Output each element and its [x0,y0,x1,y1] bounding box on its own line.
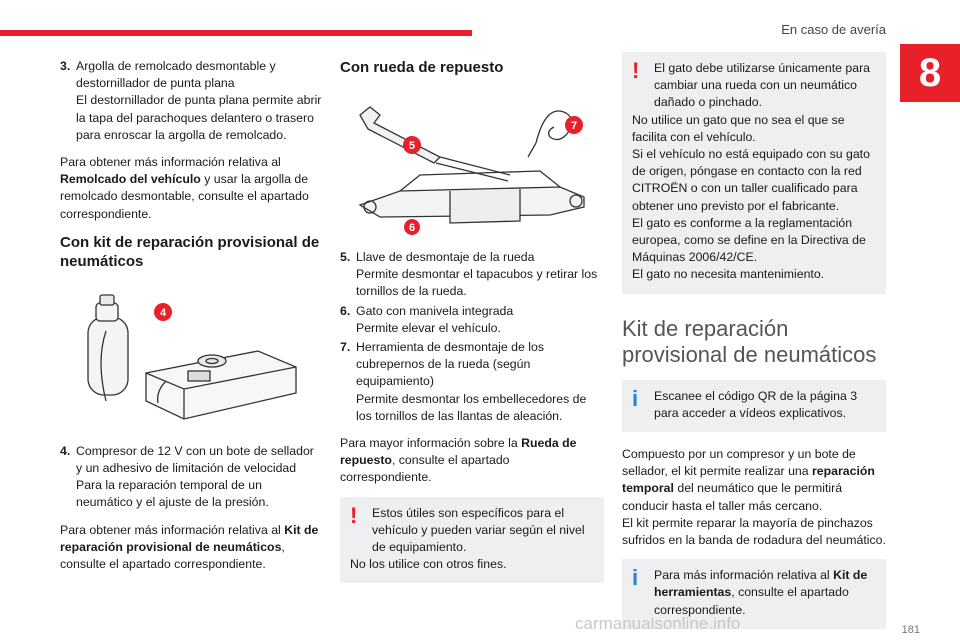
heading-repair-kit: Con kit de reparación provisional de neumáticos [60,233,320,270]
tools-drawing [340,87,604,235]
info-icon: i [632,385,639,411]
info-box-qr: i Escanee el código QR de la página 3 para acceder a vídeos explicativos. [622,380,886,432]
section-title: En caso de avería [781,22,886,37]
watermark: carmanualsonline.info [575,614,741,633]
paragraph: Compuesto por un compresor y un bote de sellador, el kit permite realizar una reparación temporal del neumático que le permitirá conducir hasta el taller más cercano. [622,447,875,513]
warning-box: ! Estos útiles son específicos para el vehículo y pueden variar según el nivel de equipamiento. No los utilice con otros fines. [340,497,604,584]
paragraph: El kit permite reparar la mayoría de pinchazos sufridos en la banda de rodadura del neumático. [622,515,886,548]
list-item: 4. Compresor de 12 V con un bote de sellador y un adhesivo de limitación de velocidad Para la reparación temporal de un neumático y el ajuste de la presión. [60,443,314,510]
list-item: 3. Argolla de remolcado desmontable y destornillador de punta plana El destornillador de punta plana permite abrir la tapa del parachoques delantero o trasero para enroscar la argolla de remolcado. [60,59,322,142]
svg-text:5: 5 [408,140,416,152]
compressor-illustration [60,281,322,429]
page-number: 181 [901,624,920,636]
section-heading: Kit de reparación provisional de neumáticos [622,315,877,367]
list-item: 5. Llave de desmontaje de la rueda Permite desmontar el tapacubos y retirar los tornillos de la rueda. [340,250,598,299]
exclamation-icon: ! [350,502,358,528]
paragraph: Para obtener más información relativa al Remolcado del vehículo y usar la argolla de remolcado desmontable, consulte el apartado correspondiente. [60,155,309,221]
list-item: 7. Herramienta de desmontaje de los cubrepernos de la rueda (según equipamiento) Permite desmontar los embellecedores de los tornillos de las llantas de aleación. [340,340,587,423]
paragraph: Para mayor información sobre la Rueda de repuesto, consulte el apartado correspondiente. [340,436,577,485]
chapter-number: 8 [900,44,960,102]
exclamation-icon: ! [632,58,640,83]
top-red-bar [0,30,472,36]
paragraph: Para obtener más información relativa al Kit de reparación provisional de neumáticos, consulte el apartado correspondiente. [60,522,319,572]
warning-box-jack: ! El gato debe utilizarse únicamente para cambiar una rueda con un neumático dañado o pinchado. No utilice un gato que no sea el que se facilita con el vehículo. Si el vehículo no está equipado con su gato de origen, póngase en contacto con la red CITROËN o con un taller cualificado para obtener uno previsto por el fabricante. El gato es conforme a la reglamentación europea, como se define en la Directiva de Máquinas 2006/42/CE. El gato no necesita mantenimiento. [622,52,886,294]
column-3 [622,58,886,643]
info-box-tools: i Para más información relativa al Kit de herramientas, consulte el apartado correspondiente. [622,559,886,629]
svg-text:7: 7 [570,120,578,132]
list-item: 6. Gato con manivela integrada Permite elevar el vehículo. [340,303,514,335]
column-1 [60,58,322,583]
column-2 [340,58,604,597]
info-icon: i [632,565,639,591]
tools-illustration [340,87,604,235]
svg-text:6: 6 [408,222,416,234]
svg-text:4: 4 [159,306,167,319]
heading-spare-wheel: Con rueda de repuesto [340,59,504,76]
compressor-drawing [60,281,322,429]
